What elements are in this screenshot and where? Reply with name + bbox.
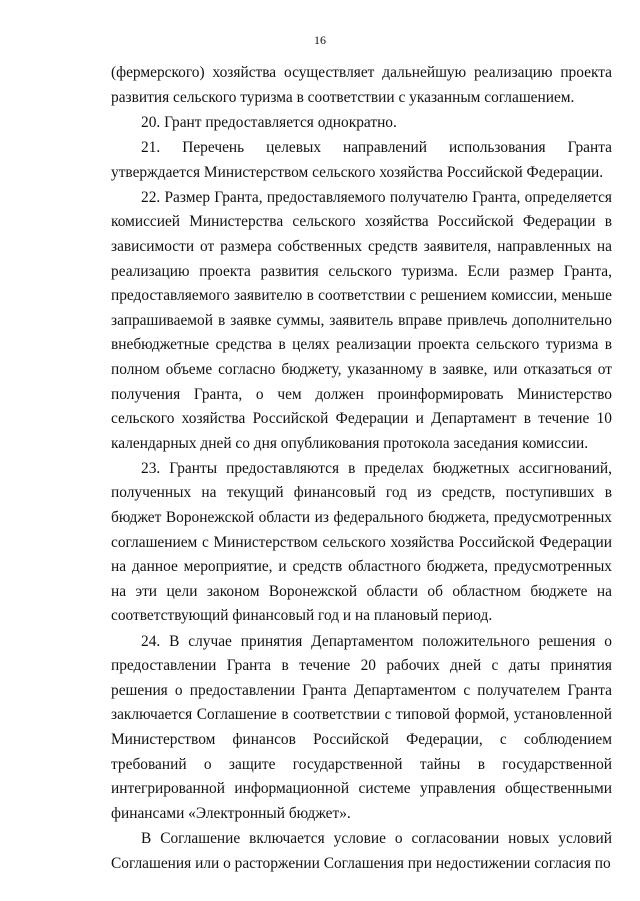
paragraph-21: 21. Перечень целевых направлений использования Гранта утверждается Министерством сельского хозяйства Российской Федерации. [111,138,612,181]
paragraph-continuation: (фермерского) хозяйства осуществляет дальнейшую реализацию проекта развития сельского туризма в соответствии с указанным соглашением. [111,64,612,106]
page-number: 16 [314,33,326,47]
paragraph-20: 20. Грант предоставляется однократно. [141,113,397,131]
paragraph-23: 23. Гранты предоставляются в пределах бюджетных ассигнований, полученных на текущий финансовый год из средств, поступивших в бюджет Воронежской области из федерального бюджета, предусмотренных соглашением с Министерством сельского хозяйства Российской Федерации на данное мероприятие, и средств областного бюджета, предусмотренных на эти цели законом Воронежской области об областном бюджете на соответствующий финансовый год и на плановый период. [111,459,612,625]
paragraph-22: 22. Размер Гранта, предоставляемого получателю Гранта, определяется комиссией Министерства сельского хозяйства Российской Федерации в зависимости от размера собственных средств заявителя, направленных на реализацию проекта развития сельского туризма. Если размер Гранта, предоставляемого заявителю в соответствии с решением комиссии, меньше запрашиваемой в заявке суммы, заявитель вправе привлечь дополнительно внебюджетные средства в целях реализации проекта сельского туризма в полном объеме согласно бюджету, указанному в заявке, или отказаться от получения Гранта, о чем должен проинформировать Министерство сельского хозяйства Российской Федерации и Департамент в течение 10 календарных дней со дня опубликования протокола заседания комиссии. [111,188,612,452]
paragraph-24: 24. В случае принятия Департаментом положительного решения о предоставлении Гранта в течение 20 рабочих дней с даты принятия решения о предоставлении Гранта Департаментом с получателем Гранта заключается Соглашение в соответствии с типовой формой, установленной Министерством финансов Российской Федерации, с соблюдением требований о защите государственной тайны в государственной интегрированной информационной системе управления общественными финансами «Электронный бюджет». [111,632,612,822]
document-body [111,61,612,876]
paragraph-24-continuation: В Соглашение включается условие о согласовании новых условий Соглашения или о расторжении Соглашения при недостижении согласия по [111,829,612,872]
